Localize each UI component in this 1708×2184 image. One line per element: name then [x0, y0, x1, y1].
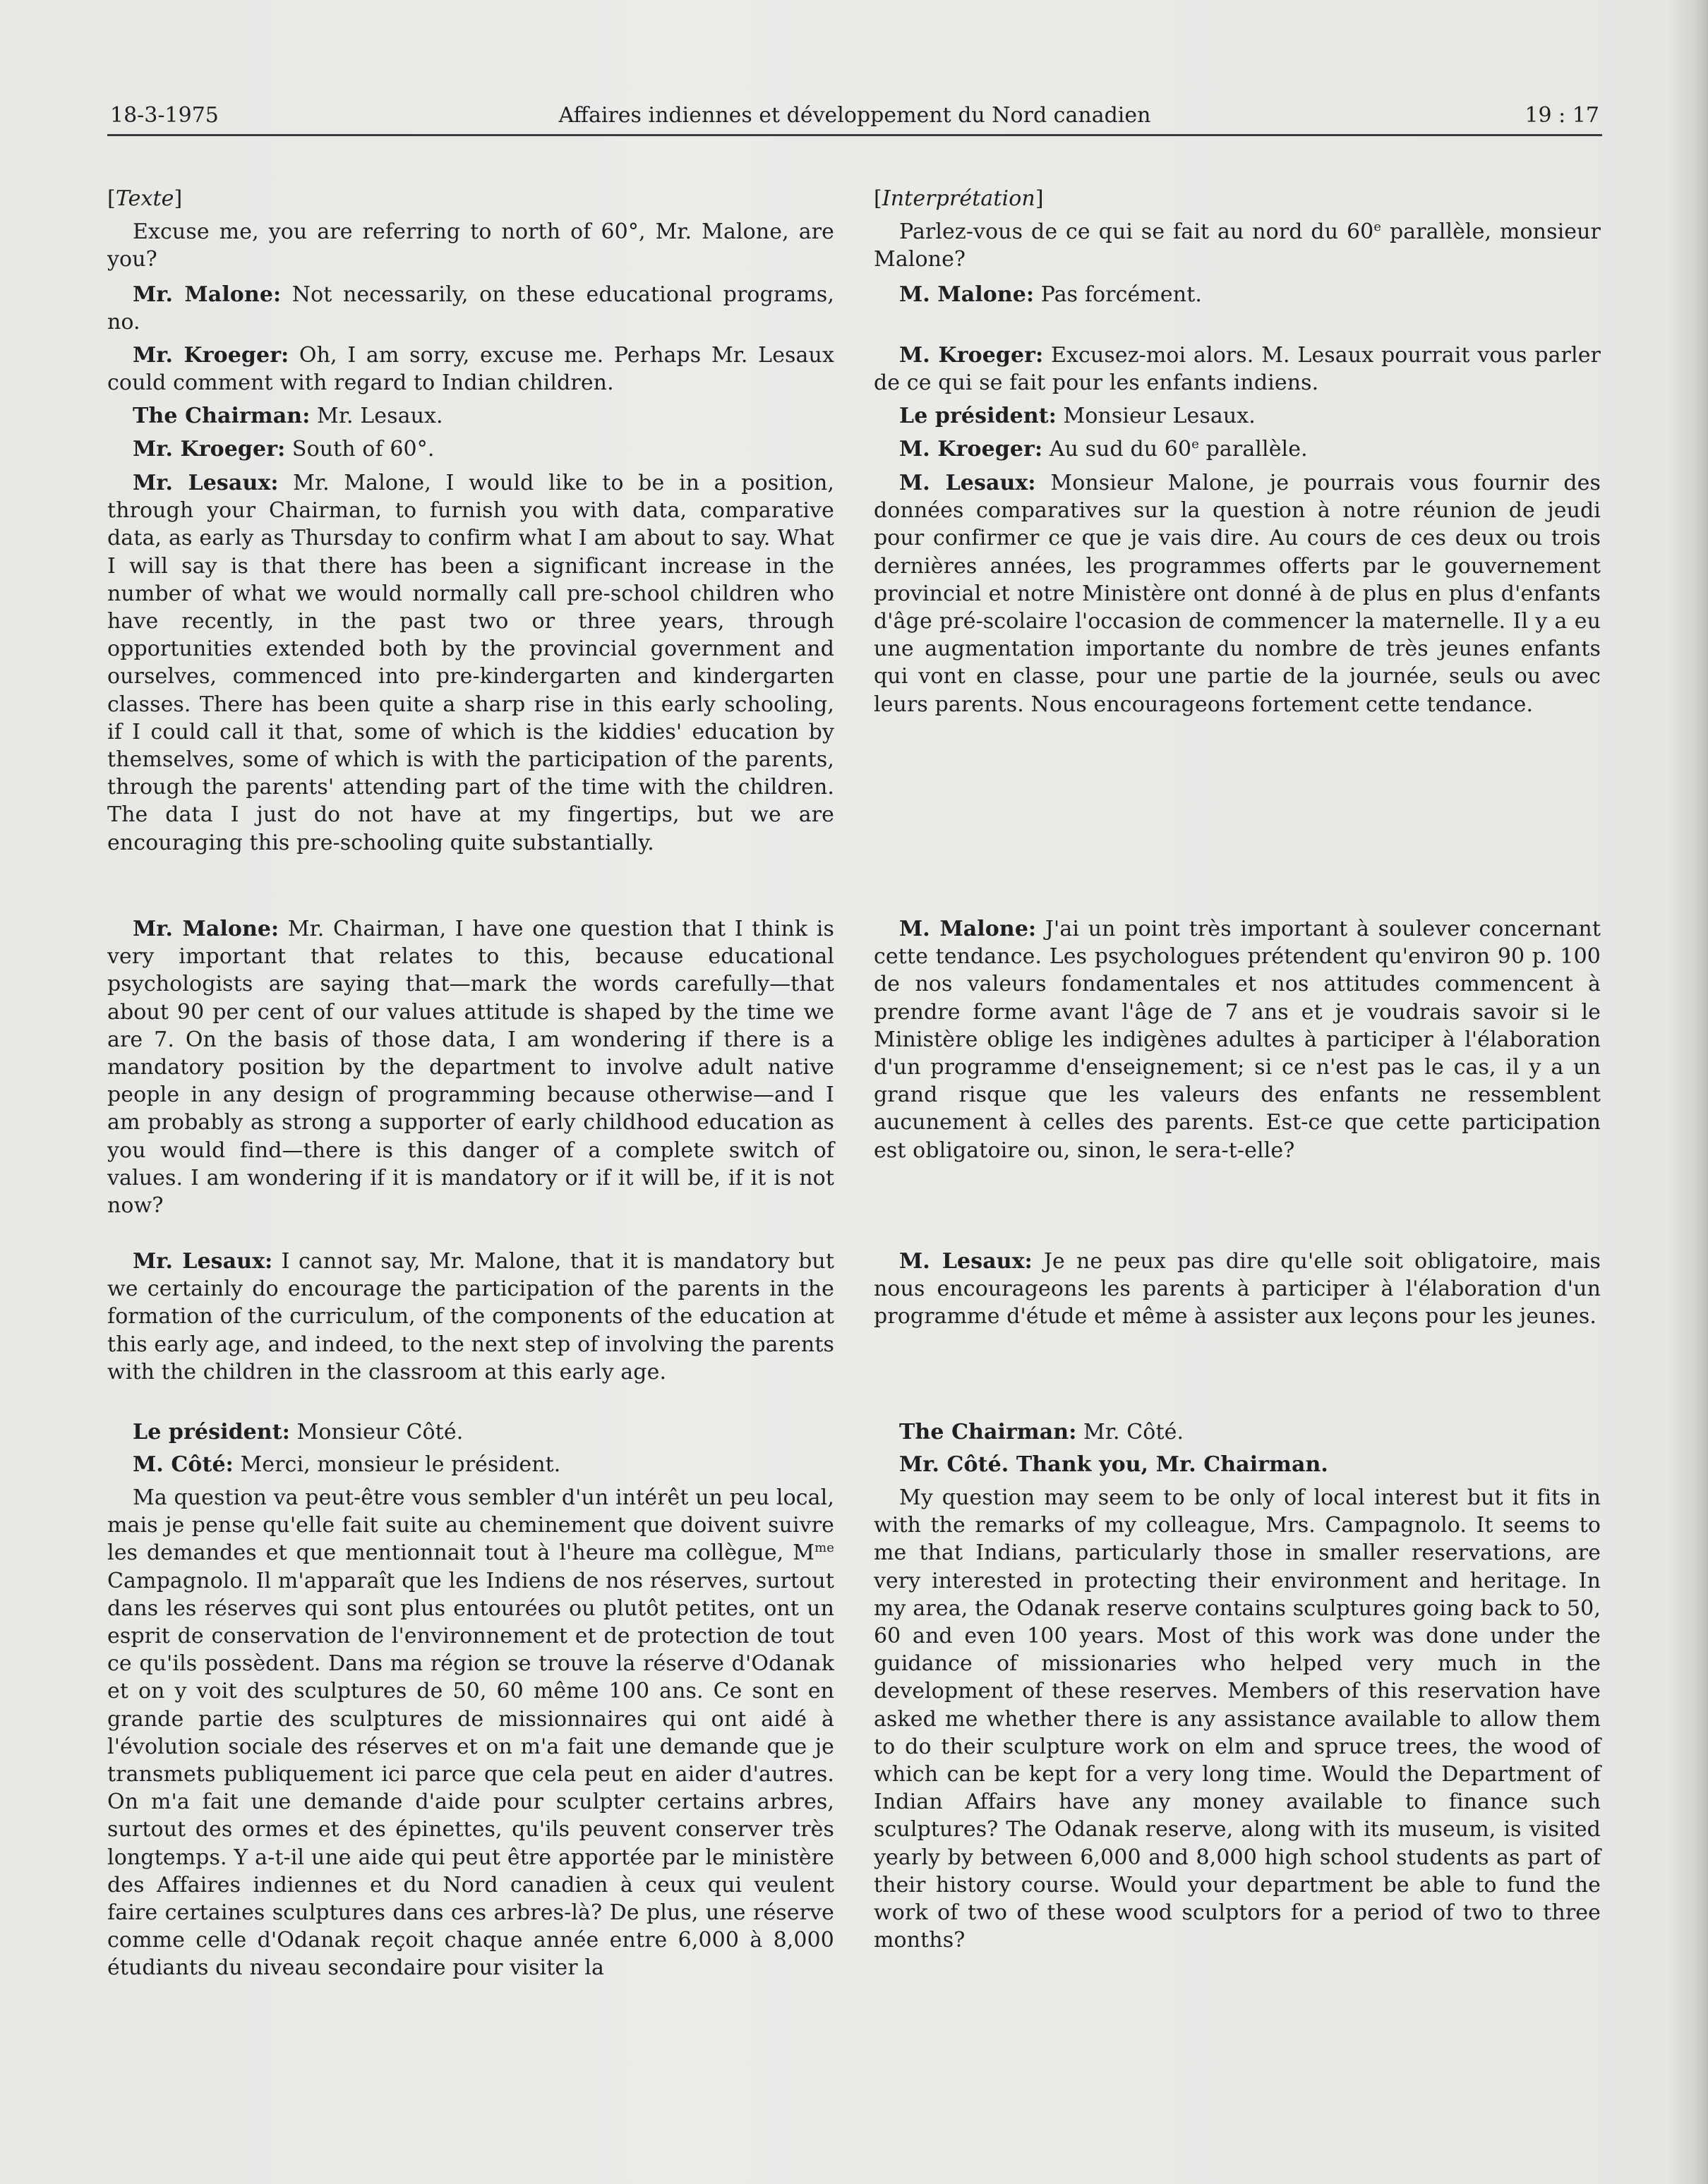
paragraph: M. Malone: Pas forcément.	[899, 282, 1202, 307]
paragraph: Ma question va peut-être vous sembler d'un intérêt un peu local, mais je pense qu'elle fait suite au cheminement que doivent suivre les demandes et que mentionnait tout à l'heure ma collègue, $M^{me}$ Campagnolo. Il m'apparaît que les Indiens de nos réserves, surtout dans les réserves qui sont plus entourées ou plutôt petites, ont un esprit de conservation de l'environnement et de protection de tout ce qu'ils possèdent. Dans ma région se trouve la réserve d'Odanak et on y voit des sculptures de 50, 60 même 100 ans. Ce sont en grande partie des sculptures de missionnaires qui ont aidé à l'évolution sociale des réserves et on m'a fait une demande que je transmets publiquement ici parce que cela peut en aider d'autres. On m'a fait une demande d'aide pour sculpter certains arbres, surtout des ormes et des épinettes, qu'ils peuvent conserver très longtemps. Y a-t-il une aide qui peut être apportée par le ministère des Affaires indiennes et du Nord canadien à ceux qui veulent faire certaines sculptures dans ces arbres-là? De plus, une réserve comme celle d'Odanak reçoit chaque année entre 6,000 à 8,000 étudiants du niveau secondaire pour visiter la	[107, 1485, 834, 1981]
speaker-name: Mr. Kroeger:	[133, 437, 286, 461]
speaker-name: Mr. Côté.	[899, 1452, 1009, 1477]
running-header	[107, 100, 1602, 136]
speaker-name: M. Kroeger:	[899, 343, 1044, 368]
page-edge-shadow	[1666, 0, 1708, 2184]
paragraph: Mr. Lesaux: Mr. Malone, I would like to be in a position, through your Chairman, to furnish you with data, comparative data, as early as Thursday to confirm what I am about to say. What I will say is that there has been a significant increase in the number of what we would normally call pre-school children who have recently, in the past two or three years, through opportunities extended both by the provincial government and ourselves, commenced into pre-kindergarten and kindergarten classes. There has been quite a sharp rise in this early schooling, if I could call it that, some of which is the kiddies' education by themselves, some of which is with the participation of the parents, through the parents' attending part of the time with the children. The data I just do not have at my fingertips, but we are encouraging this pre-schooling quite substantially.	[107, 471, 834, 855]
paragraph: M. Lesaux: Monsieur Malone, je pourrais vous fournir des données comparatives sur la question à notre réunion de jeudi pour confirmer ce que je vais dire. Au cours de ces deux ou trois dernières années, les programmes offerts par le gouvernement provincial et notre Ministère ont donné à de plus en plus d'enfants d'âge pré-scolaire l'occasion de commencer la maternelle. Il y a eu une augmentation importante du nombre de très jeunes enfants qui vont en classe, pour une partie de la journée, seuls ou avec leurs parents. Nous encourageons fortement cette tendance.	[874, 471, 1601, 717]
paragraph: M. Lesaux: Je ne peux pas dire qu'elle soit obligatoire, mais nous encourageons les parents à participer à l'élaboration d'un programme d'étude et même à assister aux leçons pour les jeunes.	[874, 1249, 1601, 1329]
speaker-name: Mr. Malone:	[133, 917, 279, 941]
speaker-name: Le président:	[899, 404, 1057, 428]
speaker-name: M. Malone:	[899, 917, 1037, 941]
paragraph: Mr. Lesaux: I cannot say, Mr. Malone, that it is mandatory but we certainly do encourage the participation of the parents in the formation of the curriculum, of the components of the education at this early age, and indeed, to the next step of involving the parents with the children in the classroom at this early age.	[107, 1249, 834, 1384]
speaker-name: Mr. Malone:	[133, 282, 282, 307]
speaker-name: The Chairman:	[133, 404, 311, 428]
speaker-name: M. Côté:	[133, 1452, 234, 1477]
header-title: Affaires indiennes et développement du Nord canadien	[558, 103, 1151, 128]
paragraph: The Chairman: Mr. Lesaux.	[133, 404, 443, 428]
speaker-name: M. Lesaux:	[899, 471, 1036, 495]
section-label-interpretation: [Interprétation]	[874, 186, 1044, 211]
speaker-name: M. Kroeger:	[899, 437, 1043, 461]
paragraph: M. Côté: Merci, monsieur le président.	[133, 1452, 561, 1477]
paragraph: The Chairman: Mr. Côté.	[899, 1420, 1184, 1444]
header-date: 18-3-1975	[110, 103, 219, 128]
paragraph: Mr. Malone: Mr. Chairman, I have one question that I think is very important that relates to this, because educational psychologists are saying that—mark the words carefully—that about 90 per cent of our values attitude is shaped by the time we are 7. On the basis of those data, I am wondering if there is a mandatory position by the department to involve adult native people in any design of programming because otherwise—and I am probably as strong a supporter of early childhood education as you would find—there is this danger of a complete switch of values. I am wondering if it is mandatory or if it will be, if it is not now?	[107, 917, 834, 1219]
section-label-texte: [Texte]	[107, 186, 183, 211]
speaker-name: Le président:	[133, 1420, 290, 1444]
paragraph: Parlez-vous de ce qui se fait au nord du 60e parallèle, monsieur Malone?	[874, 219, 1601, 272]
speaker-name: Mr. Lesaux:	[133, 1249, 273, 1274]
speaker-name: Mr. Lesaux:	[133, 471, 279, 495]
paragraph: Mr. Kroeger: Oh, I am sorry, excuse me. Perhaps Mr. Lesaux could comment with regard to Indian children.	[107, 343, 834, 396]
header-page-number: 19 : 17	[1524, 103, 1599, 128]
speaker-name: M. Lesaux:	[899, 1249, 1033, 1274]
paragraph: M. Malone: J'ai un point très important à soulever concernant cette tendance. Les psychologues prétendent qu'environ 90 p. 100 de nos valeurs fondamentales et nos attitudes commencent à prendre forme avant l'âge de 7 ans et je voudrais savoir si le Ministère oblige les indigènes adultes à participer à l'élaboration d'un programme d'enseignement; si ce n'est pas le cas, il y a un grand risque que les valeurs des enfants ne ressemblent aucunement à celles des parents. Est-ce que cette participation est obligatoire ou, sinon, le sera-t-elle?	[874, 917, 1601, 1163]
paragraph: Le président: Monsieur Lesaux.	[899, 404, 1256, 428]
paragraph: M. Kroeger: Au sud du 60e parallèle.	[899, 437, 1308, 461]
paragraph: Excuse me, you are referring to north of 60°, Mr. Malone, are you?	[107, 219, 834, 272]
paragraph: Le président: Monsieur Côté.	[133, 1420, 464, 1444]
paragraph: M. Kroeger: Excusez-moi alors. M. Lesaux pourrait vous parler de ce qui se fait pour les enfants indiens.	[874, 343, 1601, 396]
paragraph: My question may seem to be only of local interest but it fits in with the remarks of my colleague, Mrs. Campagnolo. It seems to me that Indians, particularly those in smaller reservations, are very interested in protecting their environment and heritage. In my area, the Odanak reserve contains sculptures going back to 50, 60 and even 100 years. Most of this work was done under the guidance of missionaries who helped very much in the development of these reserves. Members of this reservation have asked me whether there is any assistance available to allow them to do their sculpture work on elm and spruce trees, the wood of which can be kept for a very long time. Would the Department of Indian Affairs have any money available to finance such sculptures? The Odanak reserve, along with its museum, is visited yearly by between 6,000 and 8,000 high school students as part of their history course. Would your department be able to fund the work of two of these wood sculptors for a period of two to three months?	[874, 1485, 1601, 1953]
speaker-name: The Chairman:	[899, 1420, 1077, 1444]
paragraph: Mr. Malone: Not necessarily, on these educational programs, no.	[107, 282, 835, 335]
paragraph: Mr. Côté. Thank you, Mr. Chairman.	[899, 1452, 1328, 1477]
speaker-name: M. Malone:	[899, 282, 1035, 307]
speaker-name: Mr. Kroeger:	[133, 343, 289, 368]
paragraph: Mr. Kroeger: South of 60°.	[133, 437, 435, 461]
